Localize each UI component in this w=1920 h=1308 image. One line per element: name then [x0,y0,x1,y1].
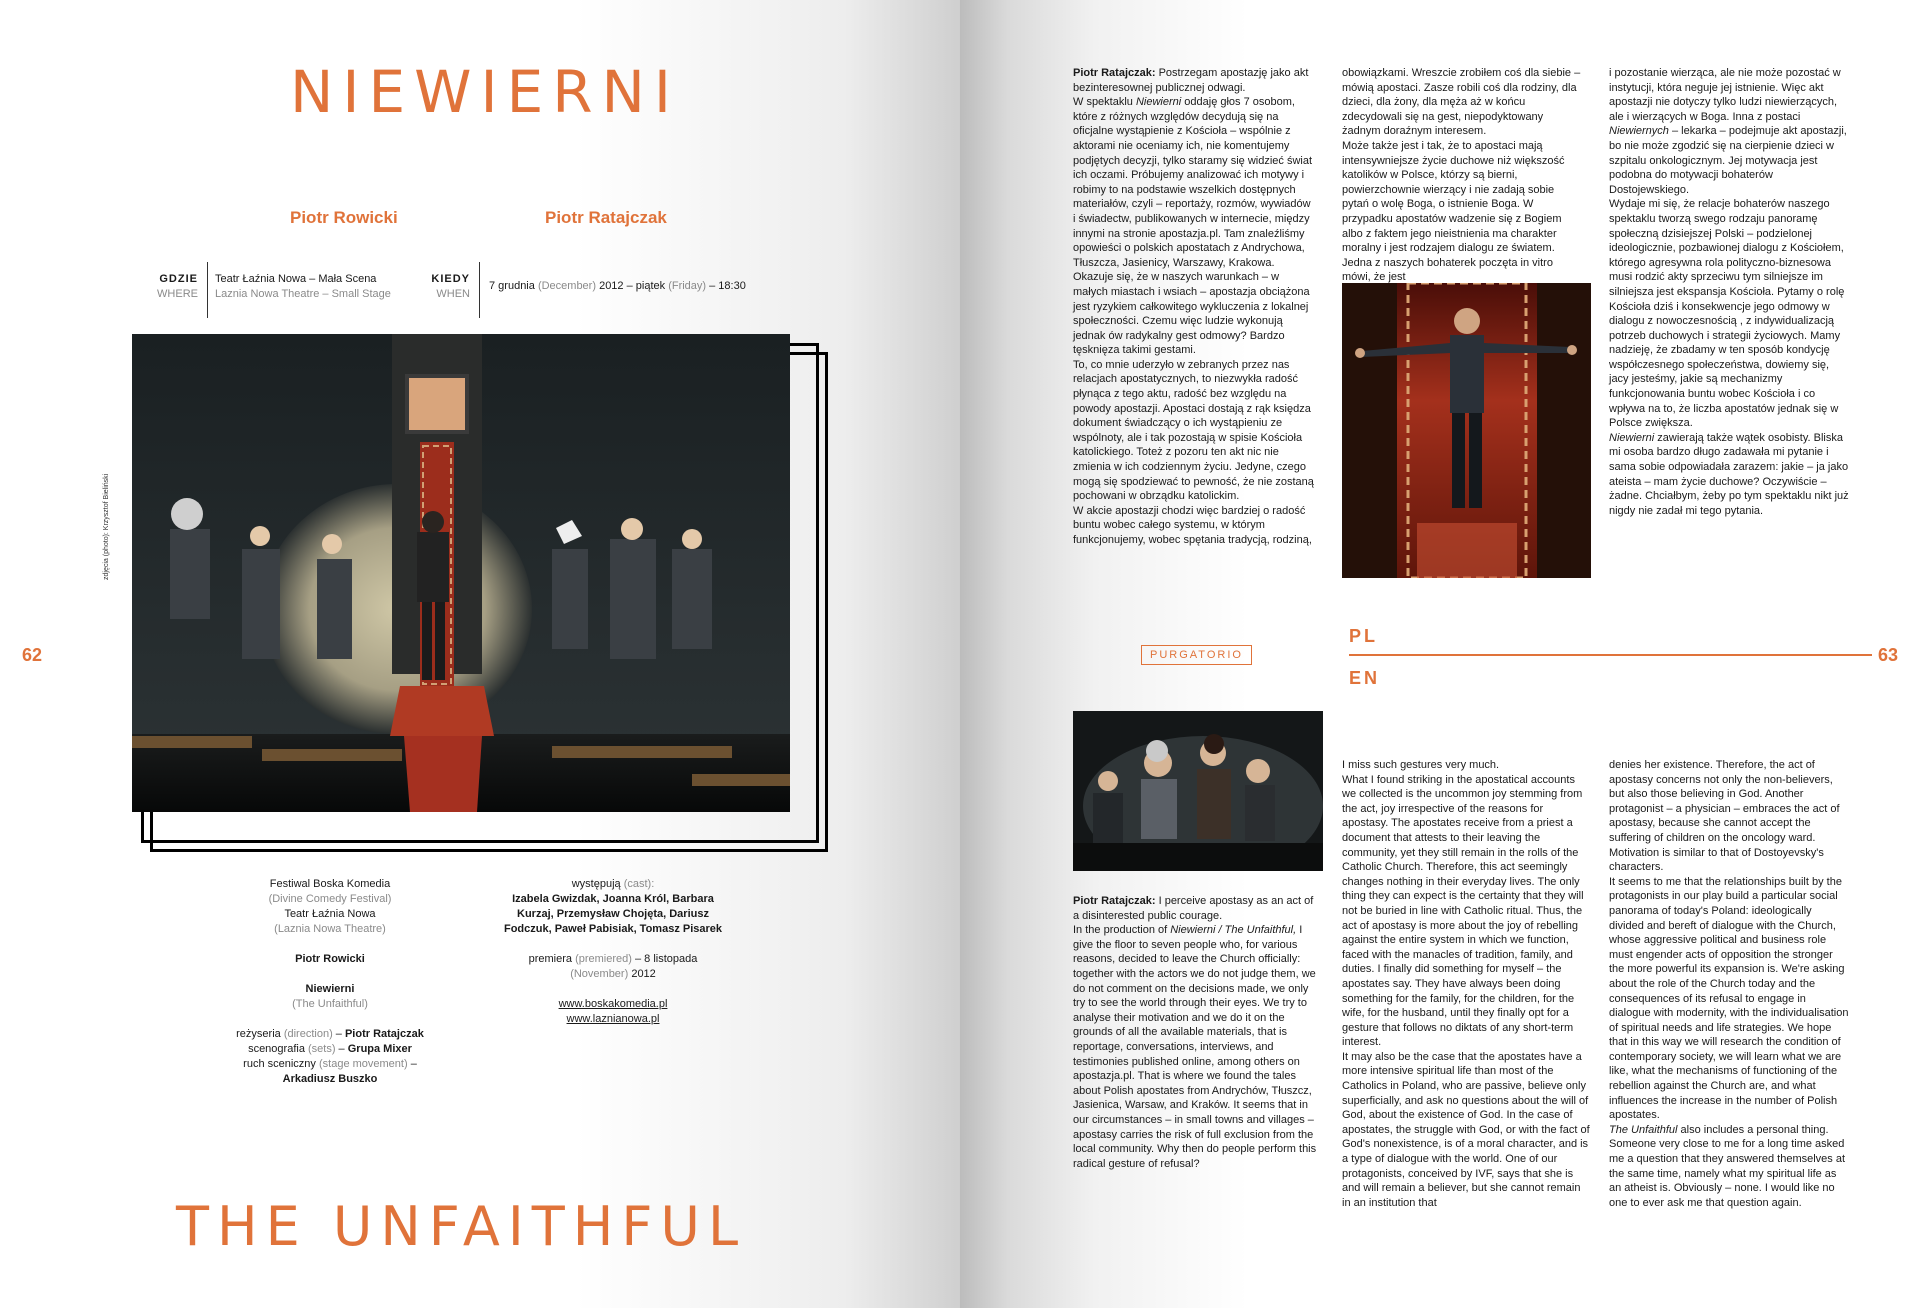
premiere-label-en: (premiered) [575,953,632,965]
author-director: Piotr Ratajczak [545,208,667,227]
en-text: In the production of [1073,924,1171,937]
pl-text: Postrzegam apostazję jako akt bezinteresownej publicznej odwagi. [1073,67,1309,94]
pl-text: W akcie apostazji chodzi więc bardziej o radość buntu wobec całego systemu, w którym funkcjonujemy, wobec spętania tradycją, rodziną, [1073,504,1312,546]
author-playwright: Piotr Rowicki [290,208,398,227]
en-column-3 [1609,758,1849,1210]
en-text: I give the floor to seven people who, for various reasons, decided to leave the Church officially: together with the actors we do not judge them, we do not comment on the decisions made, we only try to see the world through their eyes. We try to analyse their motivation and we do it on the grounds of all the available materials, that is reportage, conversations, interviews, and testimonies published online, among others on apostazja.pl. That is where we found the tales about Polish apostates from Andrychów, Tłuszcz, Jasienica, Warsaw, and Kraków. It seems that in our circumstances – in small towns and villages – apostasy carries the risk of full exclusion from the local community. Why then do people perform this radical gesture of refusal? [1073,924,1317,1170]
when-time: – 18:30 [706,280,746,292]
en-text: denies her existence. Therefore, the act of apostasy concerns not only the non-believers, but also those believing in God. Another protagonist – a physician – embraces the act of apostasy, because she cannot accept the suffering of children on the oncology ward. Motivation is similar to that of Dostoyevsky's characters. [1609,759,1840,874]
pl-text: oddaję głos 7 osobom, które z różnych względów decydują się na oficjalne wystąpienie z Kościoła – wspólnie z aktorami nie oceniamy ich, nie komentujemy podjętych decyzji, tylko staramy się widzieć świat ich oczami. Próbujemy analizować ich motywy i robimy to na podstawie wszelkich dostępnych materiałów, czyli – reportaży, rozmów, wywiadów i świadectw, publikowanych w internecie, między innymi na stronie apostazja.pl. Tam znaleźliśmy opowieści o polskich apostatach z Andrychowa, Tłuszcza, Jasienicy, Warszawy, Krakowa. Okazuje się, że w naszych warunkach – w małych miastach i wsiach – apostazja obciążona jest ryzykiem całkowitego wykluczenia z lokalnej społeczności. Czemu więc ludzie wykonują jednak ów radykalny gest odmowy? Bardzo tęsknięza takimi gestami. [1073,96,1313,357]
where-pl: Teatr Łaźnia Nowa – Mała Scena [215,273,377,285]
movement-label-en: (stage movement) [318,1058,408,1070]
lang-marker-en: EN [1349,668,1381,688]
photo-credit: zdjęcia (photo): Krzysztof Bieliński [103,473,110,580]
pl-text: Wydaje mi się, że relacje bohaterów naszego spektaklu tworzą swego rodzaju panoramę społeczną dzisiejszej Polski – podzielonej ideologicznie, pozbawionej dialogu z Kościołem, którego agresywna rola polityczno-biznesowa musi rodzić akty sprzeciwu tym silniejsze im silniejsza jest ekspansja Kościoła. Pytamy o rolę Kościoła dziś i konsekwencje jego odmowy w dialogu z nowoczesnością , z indywidualizacją potrzeb duchowych i strategii życiowych. Mamy nadzieję, że zbadamy w ten sposób kondycję współczesnego społeczeństwa, dowiemy się, jacy jesteśmy, jakie są mechanizmy funkcjonowania buntu wobec Kościoła i co wpływa na to, że liczba apostatów jednak się w Polsce zwiększa. [1609,198,1845,430]
premiere-year: 2012 [628,968,656,980]
credits-production [225,877,435,1087]
sets-label-en: (sets) [308,1043,336,1055]
credit-sets [225,1042,435,1057]
where-label-pl: GDZIE [159,273,198,285]
pl-text: i pozostanie wierząca, ale nie może pozostać w instytucji, która neguje jej istnienie. Więc akt apostazji nie dotyczy tylko ludzi niewierzących, ale i wierzących w Boga. Inna z postaci [1609,67,1841,123]
when-date: 7 grudnia [489,280,538,292]
cast-photo-illustration [1073,711,1323,871]
en-text: It seems to me that the relationships built by the protagonists in our play build a particular social panorama of today's Poland: ideologically divided and bereft of dialogue with the Church, whose aggressive political and business role must engender acts of opposition the stronger the more powerful its expansion is. We're asking about the role of the Church today and the consequences of its refusal to engage in dialogue with modernity, with the individualisation of spiritual needs and life strategies. We hope that in this way we will research the condition of contemporary society, we will learn what we are like, what the mechanisms of functioning of the rebellion against the Church are, and what influences the increase in the number of Polish apostates. [1609,875,1849,1122]
credit-movement [225,1057,435,1072]
cast-label-en: (cast): [623,878,655,890]
movement-label: ruch sceniczny [243,1058,319,1070]
pl-text-italic: Niewierni [1135,96,1182,109]
dash: – [332,1028,345,1040]
cast-names: Izabela Gwizdak, Joanna Król, Barbara Kurzaj, Przemysław Chojęta, Dariusz Fodczuk, Paweł Pabisiak, Tomasz Pisarek [503,893,723,935]
en-column-1 [1073,894,1321,1171]
credits-cast [493,877,733,1027]
pl-text: – lekarka – podejmuje akt apostazji, bo nie może zgodzić się na cierpienie dzieci w szpitalu onkologicznym. Jej motywacja jest podobna do motywacji bohaterów Dostojewskiego. [1609,125,1847,196]
stage-photo [132,334,790,812]
actor-photo [1342,283,1591,578]
section-tag: PURGATORIO [1141,645,1252,665]
play-title-en: (The Unfaithful) [292,998,368,1010]
where-value [215,272,391,302]
dash: – [407,1058,417,1070]
theatre-name: Teatr Łaźnia Nowa [284,908,376,920]
sets-name: Grupa Mixer [347,1043,412,1055]
credits-author: Piotr Rowicki [295,953,365,965]
lang-marker-pl: PL [1349,626,1379,646]
en-text: What I found striking in the apostatical accounts we collected is the uncommon joy stemming from the act, joy irrespective of the reasons for apostasy. The apostates receive from a priest a document that attests to their leaving the community, yet they still remain in the rolls of the Catholic Church. Therefore, this act seemingly changes nothing in their everyday lives. The only thing they can expect is the certainty that they will not be buried in line with Catholic ritual. Thus, the act of apostasy is more about the joy of rebelling against the entire system in which we function, faced with the manacles of tradition, family, and duties. I finally did something for myself – the apostates say. They have always been doing something for the family, for the children, for the wife, for the husband, until they finally opt for a gesture that follows no diktats of any short-term interest. [1342,773,1584,1049]
premiere-line2 [493,967,733,982]
premiere-label: premiera [528,953,576,965]
title-english: THE UNFAITHFUL [176,1195,747,1258]
en-text: It may also be the case that the apostates have a more intensive spiritual life than most of the Catholics in Poland, who are passive, believe only superficially, and ask no questions about the will of God, about the existence of God. In the case of apostates, the struggle with God, or with the fact of God's nonexistence, is of a moral character, and is a type of dialogue with the world. One of our protagonists, conceived by IVF, says that she is and will remain a believer, but she cannot remain in an institution that [1342,1050,1590,1209]
page-number-left: 62 [22,645,43,665]
pl-text: W spektaklu [1073,96,1136,109]
stage-photo-illustration [132,334,790,812]
pl-text-italic: Niewiernych [1609,125,1669,138]
en-column-2 [1342,758,1590,1210]
en-text: also includes a personal thing. Someone very close to me for a long time asked me a question that they answered themselves at the same time, namely what my spiritual life as an atheist is. Obviously – none. I would like no one to ever ask me that question again. [1609,1123,1846,1209]
pl-text: obowiązkami. Wreszcie zrobiłem coś dla siebie – mówią apostaci. Zasze robili coś dla rodziny, dla dzieci, dla żony, dla męża aż w końcu zdecydowali się na gest, niepodyktowany żadnym doraźnym interesem. [1342,67,1581,138]
actor-photo-illustration [1342,283,1591,578]
link-boskakomedia[interactable]: www.boskakomedia.pl [558,998,668,1010]
pl-column-3 [1609,66,1849,518]
divider [207,262,208,318]
where-label-en: WHERE [157,288,198,300]
divider [479,262,480,318]
premiere [493,952,733,967]
sets-label: scenografia [248,1043,308,1055]
cast-label [493,877,733,892]
when-day-en: (Friday) [668,280,707,292]
direction-label: reżyseria [236,1028,284,1040]
festival-name-en: (Divine Comedy Festival) [268,893,392,905]
en-text: I miss such gestures very much. [1342,759,1500,771]
when-label [428,272,470,302]
theatre-name-en: (Laznia Nowa Theatre) [274,923,386,935]
pl-text: zawierają także wątek osobisty. Bliska mi osoba bardzo długo zadawała mi pytanie i sama sobie odpowiadała zarazem: jakie – ja jako ateista – mam życie duchowe? Oczywiście – żadne. Chciałbym, żeby po tym spektaklu nikt już nigdy nie zadał mi tego pytania. [1609,431,1849,517]
title-polish: NIEWIERNI [290,58,681,126]
when-month-en: (December) [537,280,597,292]
when-label-en: WHEN [436,288,470,300]
pl-column-2 [1342,66,1584,285]
speaker-pl: Piotr Ratajczak: [1073,67,1156,79]
credit-direction [225,1027,435,1042]
cast-photo [1073,711,1323,871]
when-label-pl: KIEDY [431,273,470,285]
premiere-month-en: (November) [570,968,629,980]
en-text-italic: The Unfaithful [1609,1123,1678,1136]
pl-text-italic: Niewierni [1609,431,1655,444]
movement-name: Arkadiusz Buszko [282,1073,378,1085]
pl-text: Może także jest i tak, że to apostaci mają intensywniejsze życie duchowe niż większość katolików w Polsce, którzy są bierni, powierzchownie wierzący i nie zadają sobie pytań o wolę Boga, o istnienie Boga. W przypadku apostatów wadzenie się z Bogiem albo z faktem jego nieistnienia ma charakter moralny i jest rodzajem dialogu ze światem. Jedna z naszych bohaterek poczęta in vitro mówi, że jest [1342,139,1565,284]
festival-name: Festiwal Boska Komedia [269,878,391,890]
cast-label-pl: występują [571,878,624,890]
speaker-en: Piotr Ratajczak: [1073,895,1156,907]
link-laznianowa[interactable]: www.laznianowa.pl [566,1013,660,1025]
en-text: I perceive apostasy as an act of a disinterested public courage. [1073,895,1314,922]
director-name: Piotr Ratajczak [344,1028,424,1040]
where-label [150,272,198,302]
section-rule [1349,654,1872,656]
premiere-date: – 8 listopada [631,953,698,965]
play-title: Niewierni [305,983,355,995]
dash: – [335,1043,348,1055]
where-en: Laznia Nowa Theatre – Small Stage [215,288,391,300]
when-day: 2012 – piątek [596,280,669,292]
pl-column-1 [1073,66,1315,548]
direction-label-en: (direction) [283,1028,333,1040]
page-number-right: 63 [1878,645,1899,665]
en-text-italic: Niewierni / The Unfaithful, [1170,924,1297,937]
when-value [489,279,746,294]
pl-text: To, co mnie uderzyło w zebranych przez nas relacjach apostatycznych, to niezwykła radość płynąca z tego aktu, radość bez względu na powody apostazji. Apostaci dostają z rąk księdza dokument świadczący o ich wystąpieniu ze wspólnoty, ale i tak pozostają w spisie Kościoła katolickiego. Toteż z pozoru ten akt nic nie zmienia w ich codziennym życiu. Jedyne, czego mogą się spodziewać to pewność, że nie zostaną pochowani w obrządku katolickim. [1073,358,1314,503]
